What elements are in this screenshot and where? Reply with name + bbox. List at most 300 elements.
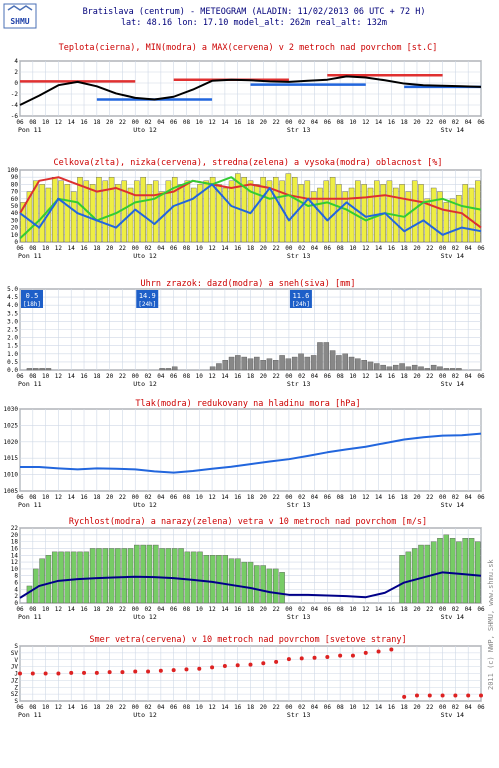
y-tick-label: 2 — [14, 69, 18, 76]
bar — [431, 542, 436, 603]
x-tick-label: 00 — [438, 119, 447, 126]
bar — [305, 181, 310, 242]
bar — [178, 548, 183, 603]
x-tick-label: 06 — [16, 494, 24, 501]
x-tick-label: 10 — [195, 704, 203, 711]
bar — [343, 354, 348, 370]
bar — [128, 548, 133, 603]
x-tick-label: 20 — [106, 119, 114, 126]
x-tick-label: 02 — [298, 119, 306, 126]
y-tick-label: 6 — [14, 579, 18, 587]
copyright-note: 2011 (c) NWP, SHMU, www.shmu.sk — [487, 559, 495, 690]
x-tick-label: 10 — [195, 606, 203, 613]
x-tick-label: 14 — [221, 494, 229, 501]
x-tick-label: 04 — [310, 119, 319, 126]
data-point — [236, 663, 240, 667]
bar — [40, 368, 45, 370]
y-tick-label: -4 — [10, 102, 18, 109]
x-tick-label: 12 — [54, 373, 63, 380]
bar — [160, 548, 165, 603]
x-tick-label: 10 — [349, 606, 357, 613]
bar — [381, 365, 386, 370]
bar — [324, 181, 329, 242]
bar — [400, 364, 405, 370]
x-tick-label: 14 — [67, 704, 75, 711]
bar — [96, 548, 101, 603]
bar — [27, 368, 32, 370]
data-point — [44, 672, 48, 676]
x-tick-label: 12 — [208, 245, 216, 252]
x-tick-label: 22 — [272, 704, 280, 711]
data-point — [287, 657, 291, 661]
x-tick-label: 06 — [170, 373, 178, 380]
day-label: Pon 11 — [18, 252, 42, 260]
bar — [210, 555, 215, 603]
x-tick-label: 12 — [54, 245, 63, 252]
y-tick-label: 100 — [7, 167, 18, 174]
x-tick-label: 00 — [131, 704, 139, 711]
bar — [336, 184, 341, 242]
panel-title: Uhrn zrazok: dazd(modra) a sneh(siva) [mm] — [140, 279, 356, 289]
x-tick-label: 22 — [426, 606, 434, 613]
bar — [450, 199, 455, 242]
x-tick-label: 00 — [285, 494, 293, 501]
x-tick-label: 14 — [221, 606, 229, 613]
bar — [229, 559, 234, 603]
data-point — [274, 660, 278, 664]
x-tick-label: 16 — [387, 494, 395, 501]
x-tick-label: 02 — [144, 704, 152, 711]
y-tick-label: 12 — [10, 559, 18, 567]
x-tick-label: 14 — [67, 245, 75, 252]
bar — [330, 177, 335, 242]
x-tick-label: 02 — [451, 704, 460, 711]
bar — [204, 555, 209, 603]
bar — [178, 184, 183, 242]
bar — [166, 548, 171, 603]
bar — [437, 538, 442, 603]
x-tick-label: 22 — [426, 245, 434, 252]
day-label: Uto 12 — [133, 613, 157, 621]
precip-total-period: [24h] — [138, 301, 157, 308]
x-tick-label: 14 — [221, 245, 229, 252]
day-label: Str 13 — [286, 126, 311, 134]
x-tick-label: 20 — [413, 245, 421, 252]
precip-total-value: 14.9 — [138, 292, 156, 300]
bar — [216, 555, 221, 603]
data-point — [146, 669, 150, 673]
x-tick-label: 08 — [336, 704, 344, 711]
x-tick-label: 00 — [131, 373, 139, 380]
x-tick-label: 02 — [298, 494, 306, 501]
y-tick-label: 80 — [10, 181, 18, 189]
x-tick-label: 00 — [131, 494, 139, 501]
bar — [103, 548, 108, 603]
x-tick-label: 06 — [16, 119, 24, 126]
x-tick-label: 08 — [29, 606, 37, 613]
bar — [412, 365, 417, 370]
x-tick-label: 14 — [374, 245, 383, 252]
bar — [134, 545, 139, 603]
data-point — [402, 695, 406, 699]
bar — [324, 342, 329, 370]
bar — [280, 572, 285, 603]
bar — [418, 184, 423, 242]
panel-title: Smer vetra(cervena) v 10 metroch nad povrchom [svetove strany] — [89, 635, 407, 645]
bar — [242, 357, 247, 370]
header — [4, 4, 425, 28]
data-point — [223, 664, 227, 668]
x-tick-label: 04 — [464, 704, 472, 711]
data-point — [300, 656, 304, 660]
x-tick-label: 06 — [477, 245, 485, 252]
x-tick-label: 16 — [234, 119, 242, 126]
x-tick-label: 06 — [477, 494, 485, 501]
y-tick-label: 4 — [14, 586, 18, 594]
bar — [166, 368, 171, 370]
day-label: Uto 12 — [133, 252, 157, 260]
x-tick-label: 16 — [387, 119, 395, 126]
y-tick-label: 8 — [14, 572, 18, 580]
panel-wind-direction — [11, 635, 485, 719]
bar — [469, 188, 474, 242]
bar — [46, 555, 51, 603]
x-tick-label: 02 — [451, 119, 460, 126]
bar — [77, 552, 82, 603]
bar — [65, 184, 70, 242]
x-tick-label: 06 — [323, 606, 331, 613]
bar — [305, 357, 310, 370]
y-tick-label: SZ — [10, 691, 18, 699]
bar — [298, 184, 303, 242]
x-tick-label: 20 — [106, 606, 114, 613]
x-tick-label: 20 — [106, 373, 114, 380]
x-tick-label: 02 — [144, 494, 152, 501]
bar — [46, 368, 51, 370]
x-tick-label: 22 — [118, 373, 127, 380]
x-tick-label: 22 — [426, 494, 434, 501]
x-tick-label: 18 — [93, 494, 101, 501]
bar — [242, 562, 247, 603]
bar — [349, 188, 354, 242]
bar — [387, 367, 392, 370]
y-tick-label: 40 — [10, 210, 18, 218]
x-tick-label: 10 — [349, 119, 357, 126]
x-tick-label: 04 — [310, 494, 319, 501]
x-tick-label: 08 — [336, 494, 344, 501]
x-tick-label: 18 — [93, 606, 101, 613]
y-tick-label: 5.0 — [7, 286, 18, 293]
bar — [223, 555, 228, 603]
x-tick-label: 14 — [67, 119, 75, 126]
bar — [418, 367, 423, 370]
bar — [229, 357, 234, 370]
bar — [84, 552, 89, 603]
data-point — [120, 670, 124, 674]
x-tick-label: 08 — [182, 373, 191, 380]
y-tick-label: 0 — [14, 600, 18, 607]
x-tick-label: 06 — [16, 606, 24, 613]
bar — [90, 184, 95, 242]
y-tick-label: J — [14, 670, 18, 678]
x-tick-label: 00 — [438, 704, 447, 711]
bar — [406, 367, 411, 370]
y-tick-label: -6 — [10, 113, 18, 120]
x-tick-label: 02 — [298, 245, 306, 252]
x-tick-label: 04 — [464, 119, 472, 126]
x-tick-label: 06 — [323, 245, 331, 252]
x-tick-label: 22 — [426, 119, 434, 126]
precip-total-period: [24h] — [291, 301, 310, 308]
x-tick-label: 12 — [54, 494, 63, 501]
meteogram-location: Bratislava (centrum) - METEOGRAM (ALADIN: 11/02/2013 06 UTC + 72 H) — [82, 7, 426, 17]
bar — [425, 545, 430, 603]
data-point — [441, 694, 445, 698]
x-tick-label: 16 — [234, 373, 242, 380]
x-tick-label: 02 — [298, 373, 306, 380]
day-label: Pon 11 — [18, 501, 42, 509]
x-tick-label: 06 — [323, 704, 331, 711]
y-tick-label: 1030 — [3, 406, 18, 413]
x-tick-label: 08 — [182, 606, 191, 613]
x-tick-label: 20 — [106, 494, 114, 501]
bar — [109, 177, 114, 242]
data-point — [172, 668, 176, 672]
data-point — [415, 694, 419, 698]
x-tick-label: 14 — [67, 494, 75, 501]
x-tick-label: 12 — [362, 373, 370, 380]
x-tick-label: 04 — [464, 494, 472, 501]
x-tick-label: 10 — [41, 245, 50, 252]
data-point — [338, 654, 342, 658]
y-tick-label: 2.0 — [7, 334, 18, 342]
x-tick-label: 10 — [41, 119, 50, 126]
bar — [330, 351, 335, 370]
bar — [248, 562, 253, 603]
y-tick-label: 1.5 — [7, 342, 18, 350]
day-label: Str 13 — [286, 252, 311, 260]
x-tick-label: 20 — [259, 245, 267, 252]
bar — [153, 181, 158, 242]
bar — [58, 552, 63, 603]
bar — [437, 367, 442, 370]
bar — [286, 174, 291, 242]
bar — [273, 360, 278, 370]
bar — [261, 360, 266, 370]
x-tick-label: 16 — [80, 373, 88, 380]
bar — [71, 192, 76, 242]
x-tick-label: 06 — [170, 704, 178, 711]
bar — [172, 548, 177, 603]
x-tick-label: 00 — [285, 245, 293, 252]
data-point — [184, 667, 188, 671]
day-label: Str 13 — [286, 613, 311, 621]
x-tick-label: 00 — [438, 373, 447, 380]
x-tick-label: 06 — [477, 704, 485, 711]
bar — [58, 181, 63, 242]
x-tick-label: 12 — [54, 606, 63, 613]
x-tick-label: 20 — [106, 245, 114, 252]
data-point — [82, 671, 86, 675]
meteogram-coords: lat: 48.16 lon: 17.10 model_alt: 262m real_alt: 132m — [120, 18, 388, 28]
y-tick-label: 10 — [10, 231, 18, 239]
x-tick-label: 22 — [272, 494, 280, 501]
x-tick-label: 08 — [182, 494, 191, 501]
bar — [122, 548, 127, 603]
x-tick-label: 06 — [477, 119, 485, 126]
precip-total-value: 0.5 — [25, 292, 39, 300]
x-tick-label: 14 — [221, 119, 229, 126]
y-tick-label: 50 — [10, 203, 18, 210]
day-label: Uto 12 — [133, 711, 157, 719]
data-point — [31, 672, 35, 676]
bar — [141, 545, 146, 603]
x-tick-label: 18 — [93, 704, 101, 711]
x-tick-label: 08 — [182, 119, 191, 126]
x-tick-label: 02 — [144, 373, 152, 380]
x-tick-label: 20 — [413, 606, 421, 613]
y-tick-label: 22 — [10, 525, 18, 532]
panel-wind-speed — [11, 517, 485, 621]
bar — [444, 535, 449, 603]
y-tick-label: 1025 — [3, 422, 18, 430]
day-label: Stv 14 — [440, 613, 465, 621]
x-tick-label: 20 — [259, 606, 267, 613]
x-tick-label: 02 — [298, 704, 306, 711]
x-tick-label: 10 — [195, 119, 203, 126]
bar — [210, 367, 215, 370]
bar — [431, 188, 436, 242]
day-label: Stv 14 — [440, 501, 465, 509]
y-tick-label: 4.0 — [7, 302, 18, 310]
bar — [368, 362, 373, 370]
data-point — [453, 694, 457, 698]
bar — [273, 569, 278, 603]
precip-total-period: [18h] — [22, 301, 42, 308]
x-tick-label: 18 — [246, 119, 255, 126]
x-tick-label: 14 — [67, 606, 75, 613]
bar — [475, 542, 480, 603]
bar — [115, 548, 120, 603]
x-tick-label: 20 — [259, 373, 267, 380]
x-tick-label: 04 — [310, 245, 319, 252]
x-tick-label: 04 — [464, 373, 472, 380]
bar — [362, 360, 367, 370]
data-point — [364, 651, 368, 655]
data-point — [108, 670, 112, 674]
bar — [349, 357, 354, 370]
y-tick-label: SV — [10, 649, 18, 657]
x-tick-label: 20 — [413, 704, 421, 711]
x-tick-label: 18 — [400, 245, 408, 252]
x-tick-label: 00 — [438, 245, 447, 252]
panel-clouds — [7, 158, 485, 260]
x-tick-label: 04 — [464, 245, 472, 252]
bar — [469, 538, 474, 603]
day-label: Pon 11 — [18, 711, 42, 719]
x-tick-label: 06 — [16, 704, 24, 711]
data-point — [313, 656, 317, 660]
bar — [412, 548, 417, 603]
bar — [406, 552, 411, 603]
x-tick-label: 16 — [234, 494, 242, 501]
x-tick-label: 20 — [413, 373, 421, 380]
bar — [267, 569, 272, 603]
x-tick-label: 22 — [118, 494, 127, 501]
x-tick-label: 10 — [349, 373, 357, 380]
panel-title: Teplota(cierna), MIN(modra) a MAX(cervena) v 2 metroch nad povrchom [st.C] — [58, 43, 438, 53]
x-tick-label: 06 — [170, 494, 178, 501]
x-tick-label: 18 — [93, 245, 101, 252]
y-tick-label: 0 — [14, 80, 18, 87]
x-tick-label: 12 — [54, 119, 63, 126]
x-tick-label: 00 — [285, 373, 293, 380]
x-tick-label: 16 — [387, 245, 395, 252]
data-point — [389, 647, 393, 651]
bar — [109, 548, 114, 603]
bar — [292, 357, 297, 370]
x-tick-label: 06 — [170, 606, 178, 613]
bar — [355, 359, 360, 370]
x-tick-label: 16 — [387, 704, 395, 711]
bar — [71, 552, 76, 603]
day-label: Uto 12 — [133, 380, 157, 388]
x-tick-label: 12 — [208, 704, 216, 711]
bar — [444, 368, 449, 370]
x-tick-label: 22 — [272, 119, 280, 126]
bar — [254, 566, 259, 604]
bar — [456, 195, 461, 242]
bar — [444, 202, 449, 242]
x-tick-label: 20 — [259, 119, 267, 126]
x-tick-label: 12 — [54, 704, 63, 711]
day-label: Pon 11 — [18, 613, 42, 621]
bar — [235, 355, 240, 370]
bar — [425, 368, 430, 370]
x-tick-label: 12 — [208, 494, 216, 501]
y-tick-label: 0.0 — [7, 367, 18, 374]
x-tick-label: 18 — [400, 119, 408, 126]
day-label: Stv 14 — [440, 380, 465, 388]
bar — [27, 586, 32, 603]
x-tick-label: 06 — [323, 373, 331, 380]
x-tick-label: 14 — [374, 494, 383, 501]
y-tick-label: 30 — [10, 217, 18, 225]
bar — [216, 364, 221, 370]
y-tick-label: 2.5 — [7, 326, 18, 334]
x-tick-label: 00 — [131, 606, 139, 613]
x-tick-label: 16 — [234, 704, 242, 711]
bar — [33, 368, 38, 370]
x-tick-label: 04 — [157, 494, 165, 501]
bar — [431, 365, 436, 370]
data-point — [159, 669, 163, 673]
bar — [450, 538, 455, 603]
day-label: Str 13 — [286, 380, 311, 388]
bar — [65, 552, 70, 603]
x-tick-label: 22 — [272, 606, 280, 613]
x-tick-label: 18 — [93, 119, 101, 126]
x-tick-label: 10 — [41, 494, 50, 501]
x-tick-label: 16 — [80, 119, 88, 126]
x-tick-label: 04 — [310, 373, 319, 380]
x-tick-label: 18 — [246, 245, 255, 252]
bar — [172, 367, 177, 370]
x-tick-label: 22 — [426, 704, 434, 711]
x-tick-label: 02 — [451, 373, 460, 380]
y-tick-label: 60 — [10, 195, 18, 203]
x-tick-label: 08 — [29, 119, 37, 126]
